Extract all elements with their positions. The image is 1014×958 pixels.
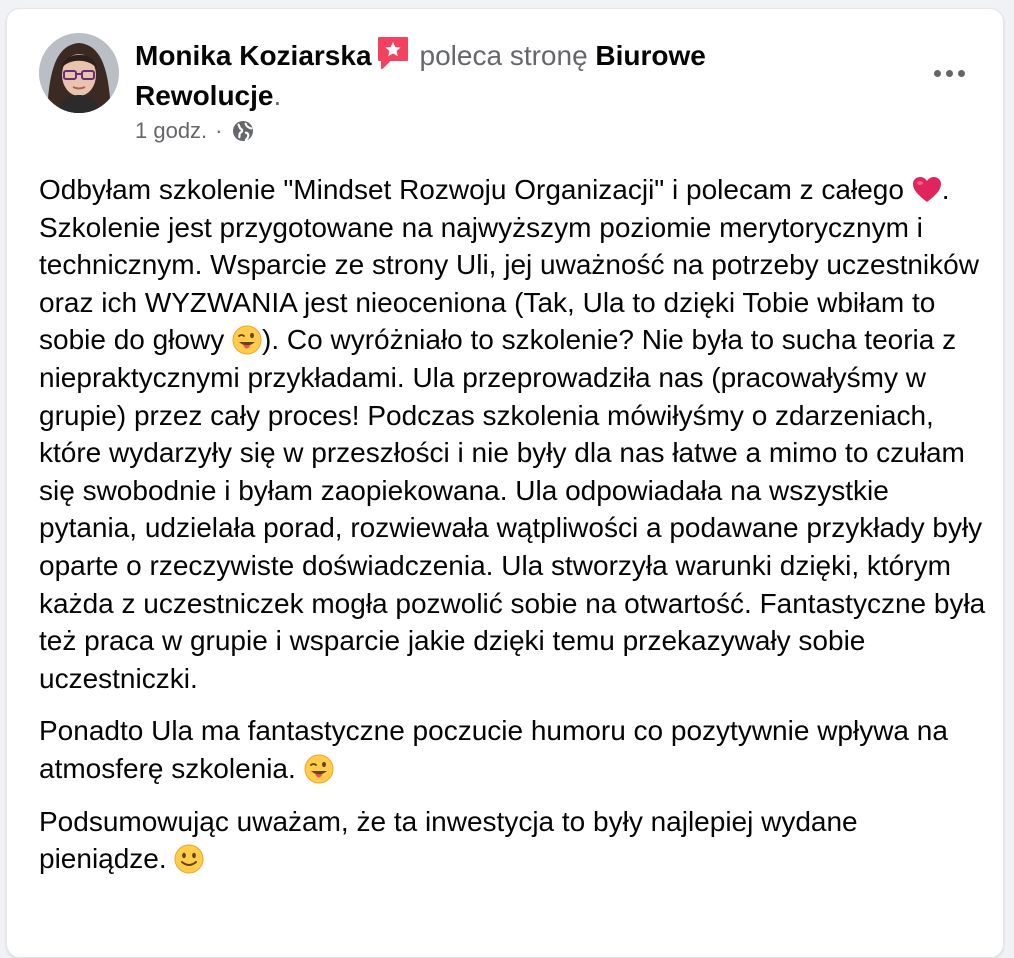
globe-icon[interactable]	[231, 119, 255, 143]
post-text: ). Co wyróżniało to szkolenie? Nie była to sucha teoria z niepraktycznymi przykładami. Ula przeprowadziła nas (pracowałyśmy w grupie) przez cały proces! Podczas szkolenia mówiłyśmy o zdarzeniach, które wydarzyły się w przeszłości i nie były dla nas łatwe a mimo to czułam się swobodnie i byłam zaopiekowana. Ula odpowiadała na wszystkie pytania, udzielała porad, rozwiewała wątpliwości a podawane przykłady były oparte o rzeczywiste doświadczenia. Ula stworzyła warunki dzięki, którym każda z uczestniczek mogła pozwolić sobie na otwartość. Fantastyczne była też praca w grupie i wsparcie jakie dzięki temu przekazywały sobie uczestniczki.	[39, 324, 986, 694]
more-options-icon	[934, 70, 941, 77]
more-options-button[interactable]	[925, 53, 973, 93]
winking-tongue-face-icon	[304, 754, 334, 784]
winking-tongue-face-icon	[232, 325, 262, 355]
post-text: Ponadto Ula ma fantastyczne poczucie humoru co pozytywnie wpływa na atmosferę szkolenia.	[39, 715, 948, 784]
post-paragraph-2	[39, 712, 987, 787]
post-text: . Szkolenie jest przygotowane na najwyższym poziomie merytorycznym i technicznym. Wsparcie ze strony Uli, jej uważność na potrzeby uczestników oraz ich WYZWANIA jest nieoceniona (Tak, Ula to dzięki Tobie wbiłam to sobie do głowy	[39, 174, 979, 356]
post-text: Odbyłam szkolenie "Mindset Rozwoju Organizacji" i polecam z całego	[39, 174, 912, 205]
avatar-image	[39, 33, 119, 113]
post-paragraph-3	[39, 803, 987, 878]
post-body	[39, 171, 987, 893]
post-card	[6, 8, 1004, 958]
red-heart-icon	[912, 175, 942, 205]
post-header	[7, 9, 1003, 159]
author-name[interactable]: Monika Koziarska	[135, 40, 372, 71]
avatar[interactable]	[39, 33, 119, 113]
post-headline	[135, 35, 855, 116]
post-meta	[135, 117, 255, 145]
meta-separator: ·	[215, 118, 223, 143]
recommendation-star-icon	[376, 35, 410, 71]
smiling-face-icon	[174, 844, 204, 874]
recommended-page-link[interactable]: Biurowe Rewolucje	[135, 40, 706, 111]
post-paragraph-1	[39, 171, 987, 697]
action-text: poleca stronę	[419, 40, 588, 71]
post-text: Podsumowując uważam, że ta inwestycja to były najlepiej wydane pieniądze.	[39, 805, 858, 875]
post-timestamp[interactable]: 1 godz.	[135, 118, 208, 143]
page-suffix: .	[273, 80, 282, 111]
